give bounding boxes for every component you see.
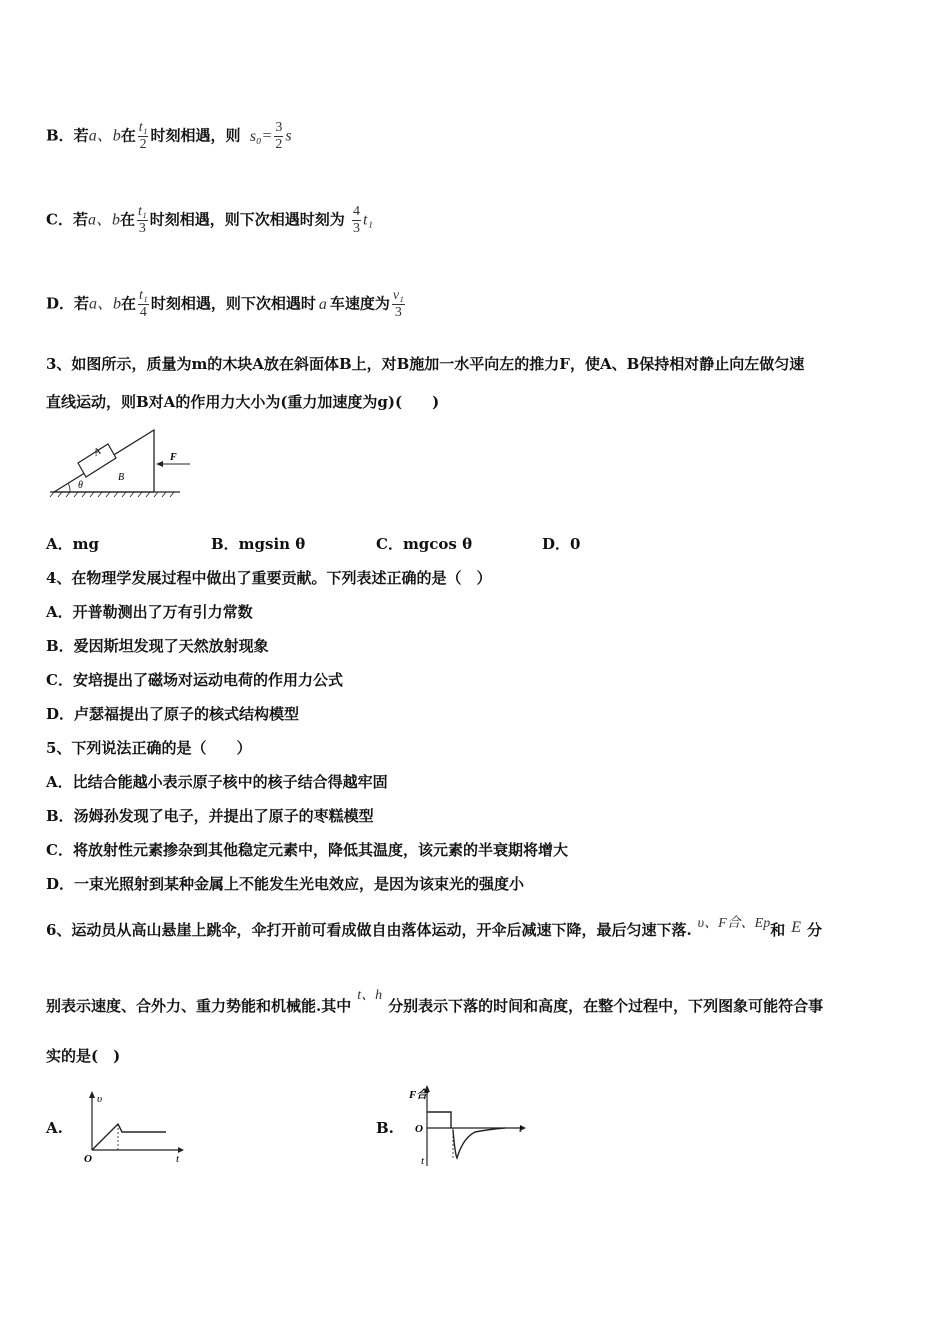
- block-a-label: A: [92, 446, 103, 459]
- force-f-label: F: [170, 452, 177, 463]
- incline-diagram: [46, 428, 191, 498]
- angle-theta-label: θ: [78, 480, 83, 491]
- frac-num: t₁: [137, 204, 147, 219]
- option-c-prefix: C．若: [46, 210, 88, 229]
- q5-option-a[interactable]: A．比结合能越小表示原子核中的核子结合得越牢固: [46, 773, 388, 791]
- option-c-text: 时刻相遇，则下次相遇时刻为: [149, 210, 345, 229]
- frac-den: 3: [353, 221, 360, 236]
- ab-symbols: a、b: [88, 127, 121, 145]
- q6-symbols-1: υ、F合、Ep: [697, 916, 771, 931]
- frac-den: 4: [139, 305, 147, 320]
- frac-den: 2: [275, 137, 283, 152]
- fraction-v1-over-3: [392, 288, 405, 321]
- s-symbol: s: [285, 127, 292, 145]
- option-d-at: 在: [121, 294, 137, 313]
- q6-option-b-label[interactable]: B.: [376, 1119, 394, 1137]
- option-b-at: 在: [120, 126, 136, 145]
- q4-option-d[interactable]: D．卢瑟福提出了原子的核式结构模型: [46, 705, 300, 723]
- frac-num: v₁: [392, 288, 404, 303]
- option-d-text: 时刻相遇，则下次相遇时: [150, 294, 316, 313]
- option-d-text2: 车速度为: [329, 294, 390, 313]
- q3-option-b[interactable]: B．mgsin θ: [211, 535, 306, 553]
- graph-b[interactable]: [405, 1082, 535, 1167]
- q3-option-d[interactable]: D．0: [542, 535, 581, 553]
- q3-option-c[interactable]: C．mgcos θ: [376, 535, 473, 553]
- graph-b-y-label: F合: [409, 1089, 428, 1101]
- q4-option-c[interactable]: C．安培提出了磁场对运动电荷的作用力公式: [46, 671, 343, 689]
- option-c-at: 在: [119, 210, 135, 229]
- q5-option-b[interactable]: B．汤姆孙发现了电子，并提出了原子的枣糕模型: [46, 807, 374, 825]
- t1-symbol: t₁: [363, 211, 374, 229]
- graph-b-x-label: t: [519, 1123, 523, 1135]
- ab-symbols: a、b: [87, 211, 120, 229]
- q4-option-b[interactable]: B．爱因斯坦发现了天然放射现象: [46, 637, 269, 655]
- question-5-stem: 5、下列说法正确的是（ ）: [46, 739, 252, 757]
- fraction-t1-over-3: [137, 204, 148, 237]
- q3-option-a[interactable]: A．mg: [46, 535, 99, 553]
- ab-symbols: a、b: [89, 295, 122, 313]
- question-4-stem: 4、在物理学发展过程中做出了重要贡献。下列表述正确的是（ ）: [46, 569, 492, 587]
- q4-option-a[interactable]: A．开普勒测出了万有引力常数: [46, 603, 253, 621]
- frac-num: t₁: [139, 288, 148, 303]
- q6-fen: 分: [807, 921, 823, 939]
- q6-e-symbol: E: [791, 919, 801, 936]
- frac-den: 2: [139, 137, 147, 152]
- option-d-prefix: D．若: [46, 294, 90, 313]
- graph-b-origin: O: [415, 1123, 423, 1135]
- equals: =: [261, 127, 273, 145]
- fraction-t1-over-4: [138, 288, 149, 321]
- graph-b-t-label: t: [421, 1155, 425, 1167]
- frac-den: 3: [138, 221, 146, 236]
- q5-option-d[interactable]: D．一束光照射到某种金属上不能发生光电效应，是因为该束光的强度小: [46, 875, 525, 893]
- q6-text-1: 6、运动员从高山悬崖上跳伞，伞打开前可看成做自由落体运动，开伞后减速下降，最后匀速下落.: [46, 921, 692, 939]
- fraction-t1-over-2: [138, 120, 149, 153]
- q6-and: 和: [770, 921, 786, 939]
- s0-symbol: s₀: [249, 127, 262, 145]
- q5-option-c[interactable]: C．将放射性元素掺杂到其他稳定元素中，降低其温度，该元素的半衰期将增大: [46, 841, 568, 859]
- frac-num: 4: [353, 204, 360, 219]
- frac-num: t₁: [138, 120, 148, 135]
- question-3-options: [46, 534, 606, 554]
- graph-a[interactable]: [82, 1090, 187, 1165]
- question-6-line-3: 实的是( ): [46, 1047, 121, 1065]
- question-6-line-1: [46, 916, 823, 942]
- block-b-label: B: [118, 472, 125, 483]
- question-6-line-2: [46, 988, 824, 1018]
- graph-a-x-label: t: [176, 1153, 180, 1165]
- q6-symbols-2: t、h: [357, 988, 383, 1003]
- option-b: [46, 120, 292, 153]
- graph-a-y-label: υ: [97, 1093, 103, 1105]
- q6-text-2b: 分别表示下落的时间和高度，在整个过程中，下列图象可能符合事: [388, 997, 824, 1015]
- a-symbol: a: [318, 295, 327, 313]
- question-3-line-2: 直线运动，则B对A的作用力大小为(重力加速度为g)( ): [46, 393, 440, 411]
- graph-a-origin: O: [84, 1153, 92, 1165]
- option-c: [46, 204, 373, 237]
- option-b-text: 时刻相遇，则: [150, 126, 241, 145]
- q6-option-a-label[interactable]: A.: [46, 1119, 63, 1137]
- frac-den: 3: [394, 305, 402, 320]
- q6-text-2a: 别表示速度、合外力、重力势能和机械能.其中: [46, 997, 352, 1015]
- fraction-4-over-3: [352, 204, 361, 237]
- fraction-3-over-2: [274, 120, 283, 153]
- frac-num: 3: [275, 120, 283, 135]
- question-3-line-1: 3、如图所示，质量为m的木块A放在斜面体B上，对B施加一水平向左的推力F，使A、B保持相对静止向左做匀速: [46, 355, 805, 373]
- option-d: [46, 288, 407, 321]
- option-b-prefix: B．若: [46, 126, 89, 145]
